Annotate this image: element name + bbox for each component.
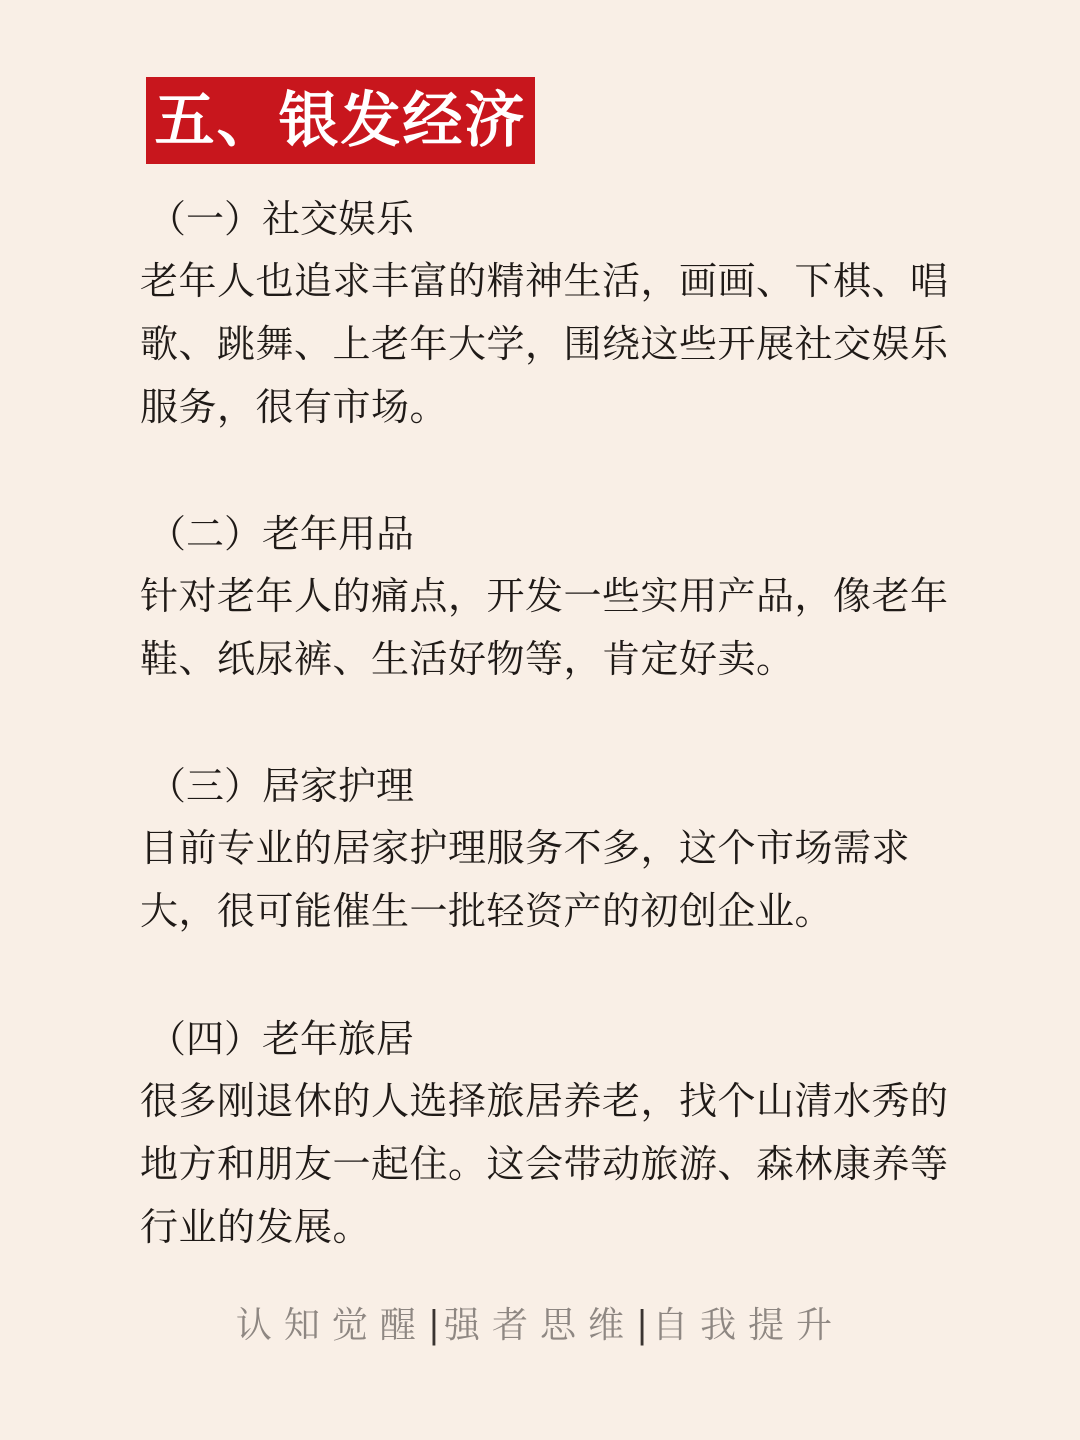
footer-separator: | xyxy=(427,1305,444,1346)
section-social-entertainment xyxy=(140,188,950,439)
section-heading: （一）社交娱乐 xyxy=(148,197,415,241)
title-banner xyxy=(146,77,535,164)
footer-separator: | xyxy=(636,1305,653,1346)
section-heading: （三）居家护理 xyxy=(148,764,415,808)
footer-part-2: 强者思维 xyxy=(443,1305,636,1346)
section-elderly-travel-living xyxy=(140,1008,950,1259)
footer-tagline xyxy=(0,1296,1080,1356)
section-home-care xyxy=(140,755,950,943)
section-body: 针对老年人的痛点，开发一些实用产品，像老年鞋、纸尿裤、生活好物等，肯定好卖。 xyxy=(140,574,949,681)
footer-part-1: 认知觉醒 xyxy=(235,1305,428,1346)
section-elderly-products xyxy=(140,503,950,691)
section-body: 很多刚退休的人选择旅居养老，找个山清水秀的地方和朋友一起住。这会带动旅游、森林康养等行业的发展。 xyxy=(140,1079,949,1249)
section-body: 老年人也追求丰富的精神生活，画画、下棋、唱歌、跳舞、上老年大学，围绕这些开展社交娱乐服务，很有市场。 xyxy=(140,259,949,429)
section-heading: （二）老年用品 xyxy=(148,512,415,556)
section-heading: （四）老年旅居 xyxy=(148,1017,415,1061)
footer-part-3: 自我提升 xyxy=(652,1305,845,1346)
page-title: 五、银发经济 xyxy=(154,85,527,156)
section-body: 目前专业的居家护理服务不多，这个市场需求大，很可能催生一批轻资产的初创企业。 xyxy=(140,826,911,933)
